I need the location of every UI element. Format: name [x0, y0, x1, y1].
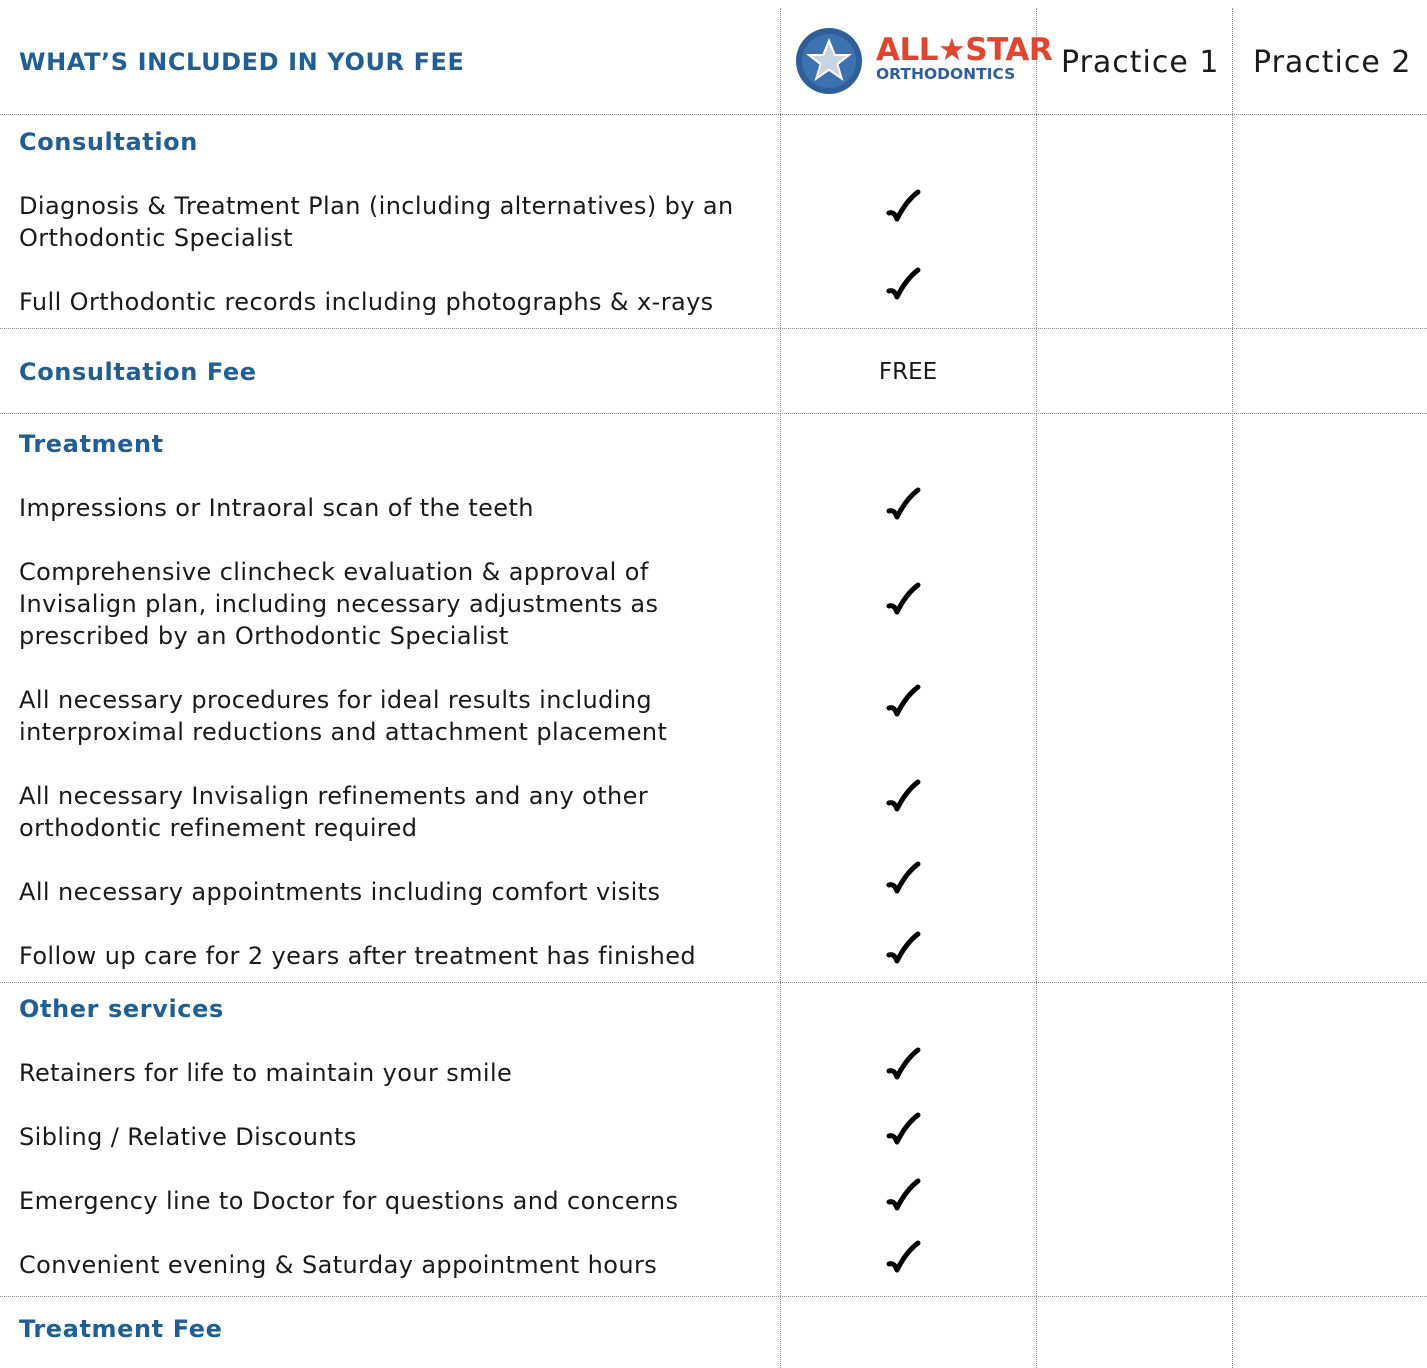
feature-label: Full Orthodontic records including photographs & x-rays [19, 288, 714, 316]
feature-label: Invisalign plan, including necessary adjustments as [19, 590, 659, 618]
column-divider [1232, 8, 1233, 1368]
section-title-treatment: Treatment [19, 430, 164, 458]
practice-1-header: Practice 1 [1061, 45, 1220, 80]
section-title-consultation: Consultation [19, 128, 198, 156]
row-divider [0, 1296, 1427, 1297]
feature-label: Comprehensive clincheck evaluation & approval of [19, 558, 649, 586]
feature-label: Impressions or Intraoral scan of the teeth [19, 494, 534, 522]
feature-label: All necessary appointments including comfort visits [19, 878, 661, 906]
column-divider [1036, 8, 1037, 1368]
feature-label: Follow up care for 2 years after treatment has finished [19, 942, 697, 970]
section-title-other-services: Other services [19, 995, 224, 1023]
feature-label: orthodontic refinement required [19, 814, 418, 842]
checkmark-icon [880, 1046, 928, 1090]
checkmark-icon [880, 1111, 928, 1155]
feature-label: Diagnosis & Treatment Plan (including alternatives) by an [19, 192, 734, 220]
section-title-treatment-fee: Treatment Fee [19, 1315, 223, 1343]
feature-label: All necessary Invisalign refinements and any other [19, 782, 649, 810]
row-divider [0, 982, 1427, 983]
logo-subtitle: ORTHODONTICS [876, 65, 1016, 83]
checkmark-icon [880, 266, 928, 310]
logo-wordmark: ALL★STAR [876, 32, 1053, 68]
section-title-consultation-fee: Consultation Fee [19, 358, 257, 386]
feature-label: Orthodontic Specialist [19, 224, 293, 252]
row-divider [0, 114, 1427, 115]
checkmark-icon [880, 486, 928, 530]
row-divider [0, 328, 1427, 329]
feature-label: Convenient evening & Saturday appointment hours [19, 1251, 658, 1279]
checkmark-icon [880, 683, 928, 727]
feature-label: prescribed by an Orthodontic Specialist [19, 622, 509, 650]
feature-label: interproximal reductions and attachment placement [19, 718, 668, 746]
feature-label: All necessary procedures for ideal results including [19, 686, 653, 714]
table-title: WHAT’S INCLUDED IN YOUR FEE [19, 48, 465, 76]
practice-2-header: Practice 2 [1253, 45, 1412, 80]
checkmark-icon [880, 860, 928, 904]
checkmark-icon [880, 778, 928, 822]
consultation-fee-value: FREE [878, 359, 938, 385]
row-divider [0, 413, 1427, 414]
checkmark-icon [880, 1177, 928, 1221]
all-star-orthodontics-logo [796, 28, 1053, 94]
star-logo-icon [796, 28, 862, 94]
checkmark-icon [880, 930, 928, 974]
checkmark-icon [880, 1239, 928, 1283]
feature-label: Sibling / Relative Discounts [19, 1123, 357, 1151]
feature-label: Emergency line to Doctor for questions and concerns [19, 1187, 679, 1215]
column-divider [780, 8, 781, 1368]
checkmark-icon [880, 581, 928, 625]
feature-label: Retainers for life to maintain your smile [19, 1059, 513, 1087]
checkmark-icon [880, 188, 928, 232]
